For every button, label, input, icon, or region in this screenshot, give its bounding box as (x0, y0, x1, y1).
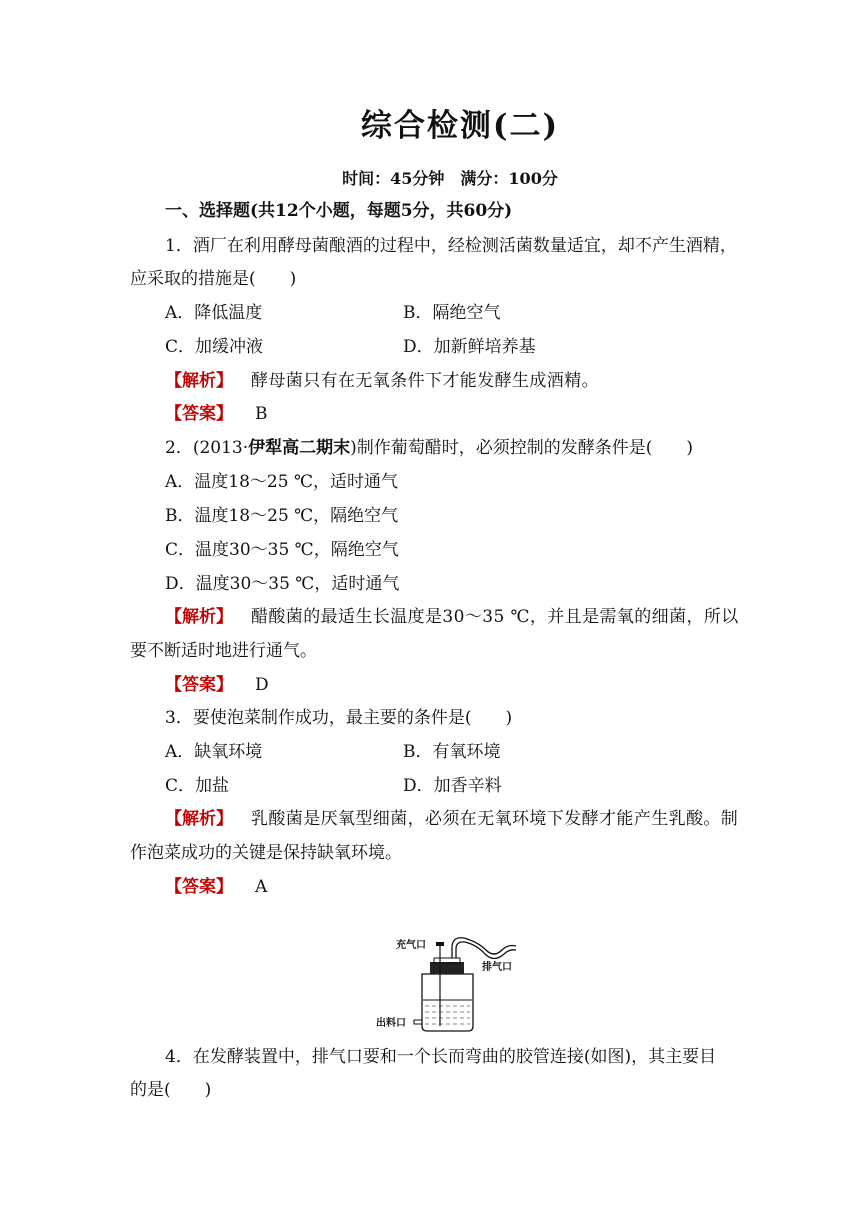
explanation-label: 【解析】 (165, 809, 233, 829)
fermentation-apparatus-figure (370, 930, 530, 1035)
q1-option-d: D．加新鲜培养基 (403, 337, 536, 357)
q2-option-d: D．温度30～35 ℃，适时通气 (165, 574, 400, 594)
q3-explanation (165, 808, 738, 830)
exhaust-label: 排气口 (482, 962, 512, 973)
page-title: 综合检测(二) (360, 108, 560, 144)
q3-answer (165, 876, 267, 898)
q3-explanation-text: 乳酸菌是厌氧型细菌，必须在无氧环境下发酵才能产生乳酸。制 (251, 809, 739, 829)
q1-answer-value: B (255, 404, 268, 424)
explanation-label: 【解析】 (165, 371, 233, 391)
q2-option-b: B．温度18～25 ℃，隔绝空气 (165, 506, 399, 526)
bottle-body (422, 974, 473, 1031)
q3-option-a: A．缺氧环境 (165, 742, 263, 762)
q2-answer-value: D (255, 675, 269, 695)
q1-option-c: C．加缓冲液 (165, 337, 264, 357)
q2-number: 2．(2013· (165, 438, 249, 458)
q1-answer (165, 403, 268, 425)
section-heading: 一、选择题(共12个小题，每题5分，共60分) (165, 201, 513, 221)
exhaust-tube (452, 938, 516, 958)
q2-answer (165, 674, 269, 696)
explanation-label: 【解析】 (165, 607, 233, 627)
q2-explanation-line-2: 要不断适时地进行通气。 (130, 641, 317, 661)
q1-stem-line-2: 应采取的措施是( ) (130, 269, 297, 289)
outlet-spout (414, 1020, 422, 1024)
q2-explanation (165, 606, 739, 628)
bottle-stopper (430, 962, 464, 974)
q3-explanation-line-2: 作泡菜成功的关键是保持缺氧环境。 (130, 843, 402, 863)
q3-stem: 3．要使泡菜制作成功，最主要的条件是( ) (165, 708, 513, 728)
q2-stem-text: )制作葡萄醋时，必须控制的发酵条件是( ) (350, 438, 694, 458)
q3-answer-value: A (255, 877, 268, 897)
q2-explanation-text: 醋酸菌的最适生长温度是30～35 ℃，并且是需氧的细菌，所以 (251, 607, 739, 627)
answer-label: 【答案】 (165, 404, 233, 424)
q2-option-c: C．温度30～35 ℃，隔绝空气 (165, 540, 399, 560)
q3-option-b: B．有氧环境 (403, 742, 501, 762)
inlet-clamp (436, 942, 444, 946)
outlet-label: 出料口 (376, 1018, 406, 1029)
inlet-label: 充气口 (396, 940, 426, 951)
q1-option-a: A．降低温度 (165, 303, 263, 323)
answer-label: 【答案】 (165, 675, 233, 695)
exam-meta: 时间：45分钟 满分：100分 (342, 169, 558, 188)
q1-explanation-text: 酵母菌只有在无氧条件下才能发酵生成酒精。 (251, 371, 599, 391)
q4-stem-line-1: 4．在发酵装置中，排气口要和一个长而弯曲的胶管连接(如图)，其主要目 (165, 1047, 717, 1067)
q2-source: 伊犁高二期末 (248, 438, 351, 458)
q1-explanation (165, 370, 599, 392)
q1-option-b: B．隔绝空气 (403, 303, 501, 323)
q4-stem-line-2: 的是( ) (130, 1080, 212, 1100)
q3-option-c: C．加盐 (165, 776, 230, 796)
answer-label: 【答案】 (165, 877, 233, 897)
q2-option-a: A．温度18～25 ℃，适时通气 (165, 472, 398, 492)
q3-option-d: D．加香辛料 (403, 776, 502, 796)
q1-stem-line-1: 1．酒厂在利用酵母菌酿酒的过程中，经检测活菌数量适宜，却不产生酒精， (165, 236, 737, 256)
q2-stem (165, 437, 693, 459)
